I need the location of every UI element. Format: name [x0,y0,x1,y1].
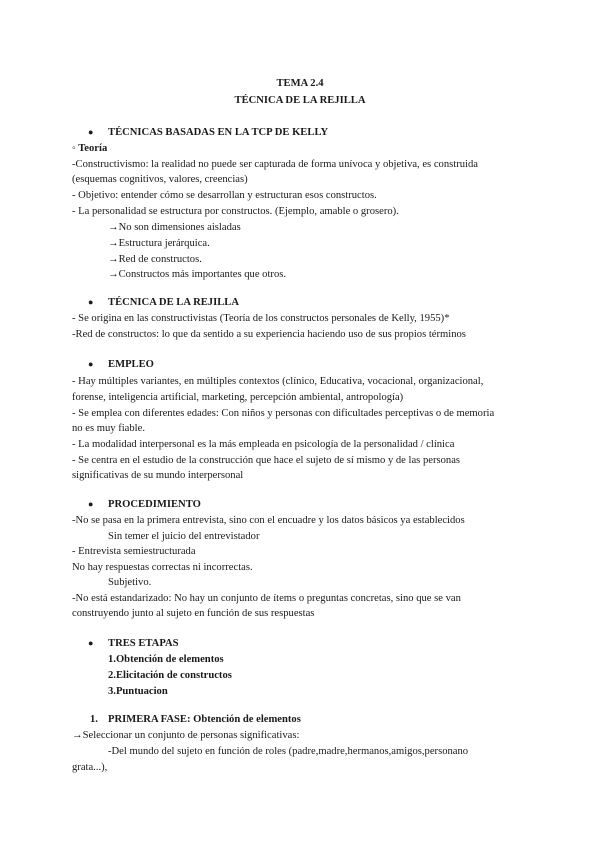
page-title: TEMA 2.4 [276,78,324,89]
text-line: No hay respuestas correctas ni incorrectas. [72,562,253,573]
stage-item: 1.Obtención de elementos [108,654,224,665]
text-line: - Entrevista semiestructurada [72,546,196,557]
text-line: significativas de su mundo interpersonal [72,470,244,481]
text-line: Subjetivo. [108,577,152,588]
bullet-icon: ● [88,127,94,137]
text-line: -No se pasa en la primera entrevista, sino con el encuadre y los datos básicos ya establecidos [72,515,465,526]
stage-item: 3.Puntuacion [108,686,168,697]
section-heading-empleo: EMPLEO [108,359,154,370]
text-line: -No está estandarizado: No hay un conjunto de ítems o preguntas concretas, sino que se van [72,593,461,604]
bullet-icon: ● [88,297,94,307]
text-line: forense, inteligencia artificial, marketing, percepción ambiental, antropología) [72,392,404,403]
section-heading-procedimiento: PROCEDIMIENTO [108,499,201,510]
text-line: - Hay múltiples variantes, en múltiples contextos (clínico, Educativa, vocacional, organizacional, [72,376,484,387]
text-line: - Se emplea con diferentes edades: Con niños y personas con dificultades perceptivas o de memoria [72,408,495,419]
text-line: (esquemas cognitivos, valores, creencias) [72,174,248,185]
text-line: →Seleccionar un conjunto de personas significativas: [72,730,300,741]
section-heading-primera-fase: PRIMERA FASE: Obtención de elementos [108,714,301,725]
stage-item: 2.Elicitación de constructos [108,670,232,681]
text-line: -Red de constructos: lo que da sentido a su experiencia haciendo uso de sus propios términos [72,329,466,340]
bullet-icon: ● [88,638,94,648]
list-item: →Constructos más importantes que otros. [108,269,287,280]
text-line: no es muy fiable. [72,423,145,434]
bullet-icon: ● [88,359,94,369]
page-subtitle: TÉCNICA DE LA REJILLA [234,95,366,106]
text-line: Sin temer el juicio del entrevistador [108,531,260,542]
text-line: - Se origina en las constructivistas (Teoría de los constructos personales de Kelly, 1955)* [72,313,450,324]
section-heading-rejilla: TÉCNICA DE LA REJILLA [108,297,239,308]
text-line: grata...), [72,762,108,773]
text-line: - La modalidad interpersonal es la más empleada en psicología de la personalidad / clínica [72,439,455,450]
section-number: 1. [90,714,98,725]
bullet-icon: ● [88,499,94,509]
text-line: - La personalidad se estructura por constructos. (Ejemplo, amable o grosero). [72,206,399,217]
list-item: →No son dimensiones aisladas [108,222,241,233]
text-line: -Del mundo del sujeto en función de roles (padre,madre,hermanos,amigos,personano [108,746,469,757]
text-line: construyendo junto al sujeto en función de sus respuestas [72,608,315,619]
text-line: -Constructivismo: la realidad no puede ser capturada de forma unívoca y objetiva, es construida [72,159,478,170]
subheading-teoria: ◦ Teoría [72,143,108,154]
list-item: →Estructura jerárquica. [108,238,210,249]
list-item: →Red de constructos. [108,254,202,265]
text-line: - Se centra en el estudio de la construcción que hace el sujeto de sí mismo y de las personas [72,455,461,466]
text-line: - Objetivo: entender cómo se desarrollan y estructuran esos constructos. [72,190,377,201]
section-heading-kelly: TÉCNICAS BASADAS EN LA TCP DE KELLY [108,127,329,138]
section-heading-etapas: TRES ETAPAS [108,638,179,649]
